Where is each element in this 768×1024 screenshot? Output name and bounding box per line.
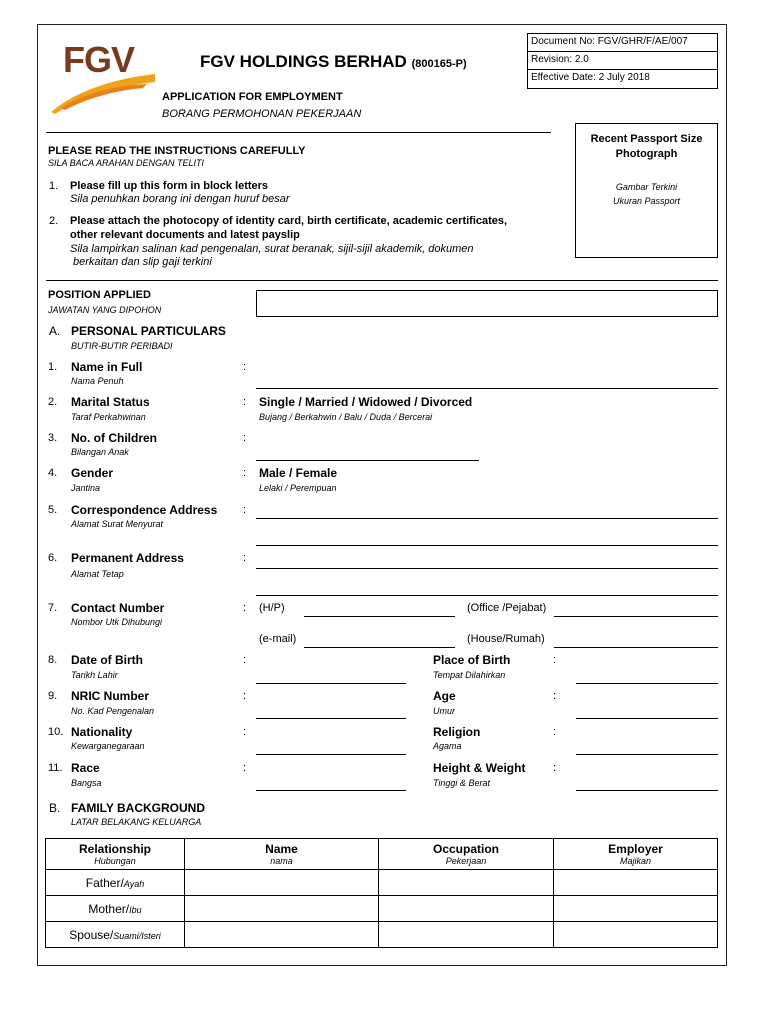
row-label-father [46,870,185,896]
age-input-line[interactable] [576,718,718,719]
dob-label: Date of Birth [71,653,143,667]
height-weight-input-line[interactable] [576,790,718,791]
header-employer [554,839,718,870]
spouse-occupation-cell[interactable] [379,922,554,948]
instruction-1-num: 1. [49,180,59,192]
mother-employer-cell[interactable] [554,896,718,922]
corr-address-label-ms: Alamat Surat Menyurat [71,519,164,529]
race-input-line[interactable] [256,790,406,791]
hp-input-line[interactable] [304,616,455,617]
section-b-title-ms: LATAR BELAKANG KELUARGA [71,817,202,827]
svg-text:FGV: FGV [63,39,135,80]
colon: : [243,467,247,479]
document-info-box [527,33,718,89]
house-label: (House/Rumah) [467,633,545,645]
field-num: 4. [48,467,58,479]
marital-label-ms: Taraf Perkahwinan [71,412,146,422]
spouse-name-cell[interactable] [185,922,379,948]
instruction-2-ms-2: berkaitan dan slip gaji terkini [73,256,212,268]
office-input-line[interactable] [554,616,718,617]
header-text-ms: nama [270,856,293,866]
colon: : [243,602,247,614]
nationality-input-line[interactable] [256,754,406,755]
perm-address-line-1[interactable] [256,568,718,569]
colon: : [243,654,247,666]
marital-options[interactable]: Single / Married / Widowed / Divorced [259,395,473,409]
marital-options-ms: Bujang / Berkahwin / Balu / Duda / Bercerai [259,412,433,422]
colon: : [243,361,247,373]
header-text-ms: Majikan [619,856,651,866]
form-title: APPLICATION FOR EMPLOYMENT [162,91,343,103]
religion-label-ms: Agama [433,741,462,751]
height-weight-label-ms: Tinggi & Berat [433,778,490,788]
field-num: 6. [48,552,58,564]
instruction-2-en-1: Please attach the photocopy of identity card, birth certificate, academic certificates, [70,215,508,227]
email-input-line[interactable] [304,647,455,648]
race-label-ms: Bangsa [71,778,102,788]
nric-label: NRIC Number [71,689,150,703]
position-label-ms: JAWATAN YANG DIPOHON [48,305,162,315]
father-occupation-cell[interactable] [379,870,554,896]
field-num: 5. [48,504,58,516]
colon: : [553,726,557,738]
colon: : [243,396,247,408]
section-a-title: PERSONAL PARTICULARS [71,324,226,338]
colon: : [243,726,247,738]
table-row [46,922,718,948]
instruction-2-en-2: other relevant documents and latest payslip [70,229,300,241]
header-text-ms: Hubungan [94,856,136,866]
name-label-ms: Nama Penuh [71,376,124,386]
instruction-2-ms-1: Sila lampirkan salinan kad pengenalan, surat beranak, sijil-sijil akademik, dokumen [70,243,474,255]
children-label-ms: Bilangan Anak [71,447,129,457]
header-occupation [379,839,554,870]
father-name-cell[interactable] [185,870,379,896]
company-name-text: FGV HOLDINGS BERHAD [200,52,407,71]
row-label-spouse [46,922,185,948]
perm-address-line-2[interactable] [256,595,718,596]
dob-label-ms: Tarikh Lahir [71,670,118,680]
height-weight-label: Height & Weight [433,761,526,775]
corr-address-label: Correspondence Address [71,503,218,517]
office-label: (Office /Pejabat) [467,602,547,614]
doc-number: Document No: FGV/GHR/F/AE/007 [528,34,717,52]
fgv-logo [47,38,159,118]
row-label-text: Father/ [85,875,124,890]
field-num: 10. [48,726,64,738]
header-text: Name [265,842,298,856]
section-a-title-ms: BUTIR-BUTIR PERIBADI [71,341,173,351]
field-num: 1. [48,361,58,373]
table-row [46,896,718,922]
colon: : [553,690,557,702]
header-text-ms: Pekerjaan [445,856,487,866]
age-label-ms: Umur [433,706,455,716]
field-num: 9. [48,690,58,702]
field-num: 3. [48,432,58,444]
row-label-ms: Ayah [123,878,145,889]
photo-subtitle-1: Gambar Terkini [615,182,678,192]
colon: : [553,762,557,774]
pob-label-ms: Tempat Dilahirkan [433,670,506,680]
instructions-title: PLEASE READ THE INSTRUCTIONS CAREFULLY [48,145,306,157]
passport-photo-box[interactable] [575,123,718,258]
row-label-ms: Suami/Isteri [113,930,161,941]
header-text: Employer [608,842,663,856]
field-num: 2. [48,396,58,408]
name-input-line[interactable] [256,388,718,389]
doc-effective-date: Effective Date: 2 July 2018 [531,72,650,83]
mother-occupation-cell[interactable] [379,896,554,922]
nric-label-ms: No. Kad Pengenalan [71,706,155,716]
header-text: Relationship [78,842,151,856]
race-label: Race [71,761,100,775]
field-num: 7. [48,602,58,614]
children-input-line[interactable] [256,460,479,461]
dob-input-line[interactable] [256,683,406,684]
field-num: 8. [48,654,58,666]
email-label: (e-mail) [259,633,297,645]
form-title-ms: BORANG PERMOHONAN PEKERJAAN [162,108,362,120]
instruction-1-en: Please fill up this form in block letters [70,180,269,192]
instructions-title-ms: SILA BACA ARAHAN DENGAN TELITI [48,158,205,168]
religion-label: Religion [433,725,481,739]
header-relationship [46,839,185,870]
section-a-letter: A. [49,324,61,338]
family-table [45,838,718,948]
religion-input-line[interactable] [576,754,718,755]
colon: : [243,504,247,516]
field-num: 11. [48,762,63,774]
nationality-label-ms: Kewarganegaraan [71,741,145,751]
company-name [200,52,467,72]
row-label-text: Mother/ [88,901,130,916]
doc-revision: Revision: 2.0 [528,52,717,70]
instructions-divider [46,280,718,281]
gender-options[interactable]: Male / Female [259,466,338,480]
table-row [46,870,718,896]
contact-label: Contact Number [71,601,165,615]
row-label-text: Spouse/ [69,927,114,942]
header-text: Occupation [432,842,499,856]
row-label-mother [46,896,185,922]
instruction-2-num: 2. [49,215,59,227]
header-name [185,839,379,870]
mother-name-cell[interactable] [185,896,379,922]
perm-address-label: Permanent Address [71,551,184,565]
children-label: No. of Children [71,431,157,445]
gender-label-ms: Jantina [71,483,101,493]
gender-options-ms: Lelaki / Perempuan [259,483,337,493]
nationality-label: Nationality [71,725,133,739]
age-label: Age [433,689,456,703]
section-b-letter: B. [49,801,61,815]
photo-subtitle-2: Ukuran Passport [612,196,681,206]
position-label: POSITION APPLIED [48,289,151,301]
pob-input-line[interactable] [576,683,718,684]
gender-label: Gender [71,466,114,480]
corr-address-line-2[interactable] [256,545,718,546]
header-divider [46,132,551,133]
father-employer-cell[interactable] [554,870,718,896]
colon: : [243,690,247,702]
contact-label-ms: Nombor Utk Dihubungi [71,617,163,627]
row-label-ms: Ibu [129,904,142,915]
corr-address-line-1[interactable] [256,518,718,519]
pob-label: Place of Birth [433,653,511,667]
spouse-employer-cell[interactable] [554,922,718,948]
colon: : [243,762,247,774]
position-applied-input[interactable] [256,290,718,317]
house-input-line[interactable] [554,647,718,648]
photo-title: Recent Passport Size Photograph [590,133,703,160]
instruction-1-ms: Sila penuhkan borang ini dengan huruf besar [70,193,290,205]
marital-label: Marital Status [71,395,150,409]
section-b-title: FAMILY BACKGROUND [71,801,206,815]
family-table-header [46,839,718,870]
colon: : [243,432,247,444]
hp-label: (H/P) [259,602,285,614]
company-reg: (800165-P) [411,58,467,70]
nric-input-line[interactable] [256,718,406,719]
name-label: Name in Full [71,360,143,374]
perm-address-label-ms: Alamat Tetap [71,569,124,579]
colon: : [243,552,247,564]
colon: : [553,654,557,666]
